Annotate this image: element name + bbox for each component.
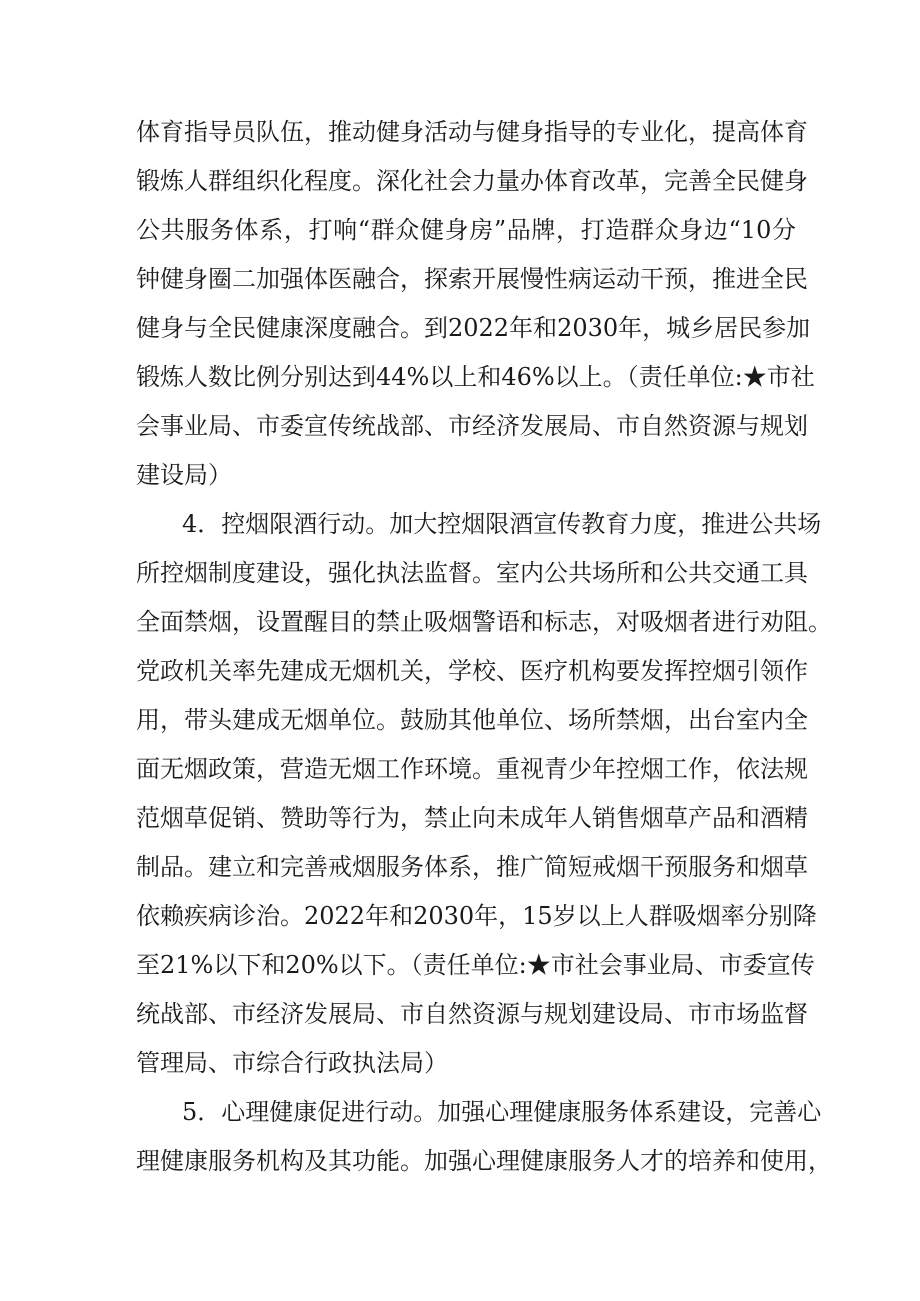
text-line: 制品。建立和完善戒烟服务体系，推广简短戒烟干预服务和烟草 [136, 853, 808, 881]
text-line: 用，带头建成无烟单位。鼓励其他单位、场所禁烟，出台室内全 [136, 706, 808, 734]
text-line: 体育指导员队伍，推动健身活动与健身指导的专业化，提高体育 [136, 118, 808, 146]
text-line: 面无烟政策，营造无烟工作环境。重视青少年控烟工作，依法规 [136, 755, 808, 783]
section-4-heading-line: 4．控烟限酒行动。加大控烟限酒宣传教育力度，推进公共场 [182, 510, 822, 538]
text-line: 健身与全民健康深度融合。到2022年和2030年，城乡居民参加 [136, 314, 811, 342]
text-line: 锻炼人群组织化程度。深化社会力量办体育改革，完善全民健身 [136, 167, 808, 195]
text-line: 管理局、市综合行政执法局） [136, 1049, 448, 1077]
text-line: 依赖疾病诊治。2022年和2030年，15岁以上人群吸烟率分别降 [136, 902, 817, 930]
section-5-heading-line: 5．心理健康促进行动。加强心理健康服务体系建设，完善心 [182, 1098, 822, 1126]
text-line: 全面禁烟，设置醒目的禁止吸烟警语和标志，对吸烟者进行劝阻。 [136, 608, 832, 636]
text-line: 锻炼人数比例分别达到44%以上和46%以上。（责任单位:★市社 [136, 363, 815, 391]
text-line: 范烟草促销、赞助等行为，禁止向未成年人销售烟草产品和酒精 [136, 804, 808, 832]
text-line: 理健康服务机构及其功能。加强心理健康服务人才的培养和使用， [136, 1147, 832, 1175]
text-line: 会事业局、市委宣传统战部、市经济发展局、市自然资源与规划 [136, 412, 808, 440]
text-line: 钟健身圈二加强体医融合，探索开展慢性病运动干预，推进全民 [136, 265, 808, 293]
text-line: 公共服务体系，打响“群众健身房”品牌，打造群众身边“10分 [136, 216, 796, 244]
text-line: 所控烟制度建设，强化执法监督。室内公共场所和公共交通工具 [136, 559, 808, 587]
text-line: 统战部、市经济发展局、市自然资源与规划建设局、市市场监督 [136, 1000, 808, 1028]
text-line: 建设局） [136, 461, 232, 489]
text-line: 党政机关率先建成无烟机关，学校、医疗机构要发挥控烟引领作 [136, 657, 808, 685]
text-line: 至21%以下和20%以下。（责任单位:★市社会事业局、市委宣传 [136, 951, 815, 979]
